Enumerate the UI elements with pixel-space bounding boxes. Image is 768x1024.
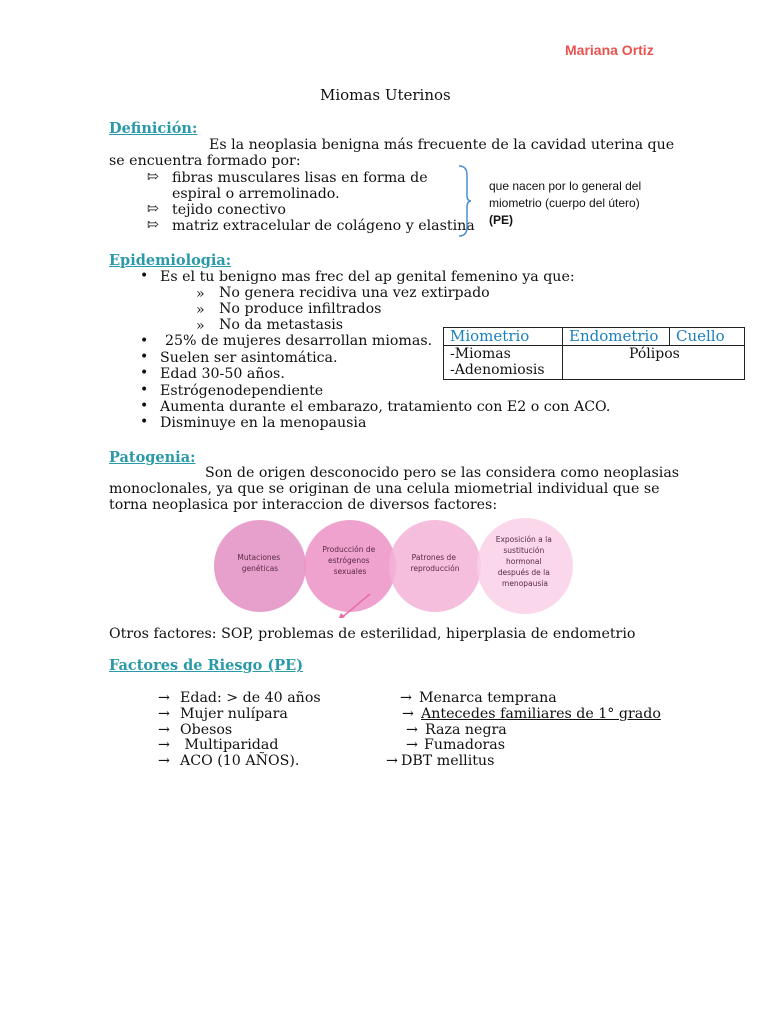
flag-bullet-icon: ⇰ bbox=[147, 217, 159, 233]
table-cell-adenomiosis: -Adenomiosis bbox=[450, 362, 545, 378]
patogenia-line-1: Son de origen desconocido pero se las considera como neoplasias bbox=[205, 465, 680, 481]
patogenia-heading: Patogenia: bbox=[109, 449, 196, 466]
arrow-icon: → bbox=[406, 722, 418, 738]
bullet-icon: • bbox=[140, 268, 149, 284]
arrow-icon: → bbox=[158, 753, 170, 769]
flag-bullet-icon: ⇰ bbox=[147, 201, 159, 217]
definicion-item-3: matriz extracelular de colágeno y elastina bbox=[172, 218, 475, 234]
epidemiologia-sub-3: No da metastasis bbox=[219, 317, 344, 333]
riesgo-right-3: Raza negra bbox=[425, 722, 507, 738]
bullet-icon: • bbox=[140, 349, 149, 365]
location-table bbox=[443, 327, 745, 380]
riesgo-right-1: Menarca temprana bbox=[419, 690, 557, 706]
epidemiologia-heading: Epidemiologia: bbox=[109, 252, 232, 269]
epidemiologia-bullet-2: Suelen ser asintomática. bbox=[160, 350, 338, 366]
chevron-bullet-icon: » bbox=[196, 302, 205, 318]
arrow-icon: → bbox=[158, 722, 170, 738]
epidemiologia-bullet-5: Aumenta durante el embarazo, tratamiento con E2 o con ACO. bbox=[160, 399, 611, 415]
riesgo-left-3: Obesos bbox=[180, 722, 233, 738]
definicion-line-1: Es la neoplasia benigna más frecuente de la cavidad uterina que bbox=[209, 137, 675, 153]
flag-bullet-icon: ⇰ bbox=[147, 169, 159, 185]
riesgo-right-2: Antecedes familiares de 1° grado bbox=[421, 706, 661, 722]
riesgo-right-5: DBT mellitus bbox=[401, 753, 495, 769]
table-header-endometrio: Endometrio bbox=[563, 328, 670, 346]
table-header-miometrio: Miometrio bbox=[444, 328, 563, 346]
arrow-icon: → bbox=[158, 706, 170, 722]
table-header-cuello: Cuello bbox=[670, 328, 745, 346]
epidemiologia-bullet-4: Estrógenodependiente bbox=[160, 383, 324, 399]
riesgo-left-5: ACO (10 AÑOS). bbox=[180, 753, 300, 769]
table-cell-polipos: Pólipos bbox=[563, 346, 745, 380]
arrow-icon: → bbox=[386, 753, 398, 769]
bullet-icon: • bbox=[140, 414, 149, 430]
epidemiologia-bullet-6: Disminuye en la menopausia bbox=[160, 415, 367, 431]
definicion-item-2: tejido conectivo bbox=[172, 202, 286, 218]
epidemiologia-sub-2: No produce infiltrados bbox=[219, 301, 382, 317]
epidemiologia-intro: Es el tu benigno mas frec del ap genital femenino ya que: bbox=[160, 269, 575, 285]
table-cell-miometrio bbox=[444, 346, 563, 380]
table-cell-miomas: -Miomas bbox=[450, 346, 511, 362]
arrow-icon: → bbox=[158, 690, 170, 706]
venn-label-exposicion: Exposición a la sustitución hormonal después de la menopausia bbox=[495, 535, 552, 588]
author-name: Mariana Ortiz bbox=[565, 42, 654, 58]
riesgo-left-2: Mujer nulípara bbox=[180, 706, 288, 722]
venn-label-mutaciones: Mutaciones genéticas bbox=[237, 553, 281, 573]
definicion-line-2: se encuentra formado por: bbox=[109, 153, 301, 169]
arrow-icon: → bbox=[400, 690, 412, 706]
patogenia-line-2: monoclonales, ya que se originan de una celula miometrial individual que se bbox=[109, 481, 660, 497]
document-title: Miomas Uterinos bbox=[320, 86, 451, 104]
arrow-icon: → bbox=[406, 737, 418, 753]
definicion-note-1: que nacen por lo general del bbox=[489, 179, 642, 193]
otros-factores: Otros factores: SOP, problemas de esterilidad, hiperplasia de endometrio bbox=[109, 626, 636, 642]
riesgo-right-4: Fumadoras bbox=[424, 737, 506, 753]
chevron-bullet-icon: » bbox=[196, 286, 205, 302]
venn-circle-exposicion bbox=[477, 518, 573, 614]
definicion-heading: Definición: bbox=[109, 120, 198, 137]
definicion-item-1b: espiral o arremolinado. bbox=[172, 186, 340, 202]
epidemiologia-bullet-3: Edad 30-50 años. bbox=[160, 366, 285, 382]
venn-circle-estrogenos bbox=[304, 520, 396, 612]
riesgo-left-4: Multiparidad bbox=[180, 737, 279, 753]
arrow-icon: → bbox=[158, 737, 170, 753]
patogenia-line-3: torna neoplasica por interaccion de diversos factores: bbox=[109, 497, 498, 513]
brace-icon bbox=[458, 165, 472, 237]
bullet-icon: • bbox=[140, 333, 149, 349]
riesgo-heading: Factores de Riesgo (PE) bbox=[109, 657, 304, 674]
venn-label-estrogenos: Producción de estrógenos sexuales bbox=[322, 545, 376, 576]
bullet-icon: • bbox=[140, 365, 149, 381]
definicion-note-3: (PE) bbox=[489, 213, 513, 227]
definicion-note-2: miometrio (cuerpo del útero) bbox=[489, 196, 640, 210]
bullet-icon: • bbox=[140, 382, 149, 398]
bullet-icon: • bbox=[140, 398, 149, 414]
epidemiologia-sub-1: No genera recidiva una vez extirpado bbox=[219, 285, 490, 301]
chevron-bullet-icon: » bbox=[196, 318, 205, 334]
definicion-item-1a: fibras musculares lisas en forma de bbox=[172, 170, 428, 186]
factors-venn-diagram bbox=[210, 518, 580, 618]
epidemiologia-bullet-1: 25% de mujeres desarrollan miomas. bbox=[165, 333, 433, 349]
venn-label-reproduccion: Patrones de reproducción bbox=[410, 553, 460, 573]
arrow-icon: → bbox=[402, 706, 414, 722]
riesgo-left-1: Edad: > de 40 años bbox=[180, 690, 321, 706]
